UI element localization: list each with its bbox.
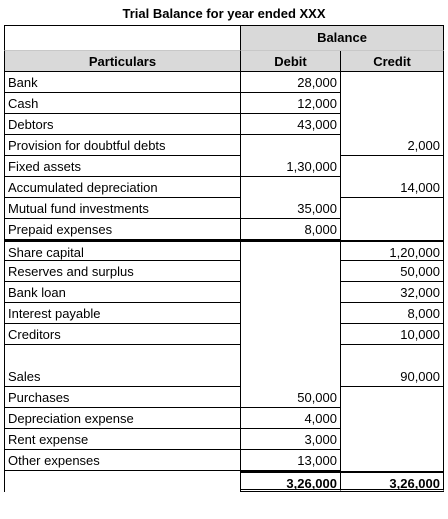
trial-balance-sheet <box>4 3 444 492</box>
row-label: Share capital <box>4 240 241 261</box>
totals-row <box>4 471 444 492</box>
row-credit: 2,000 <box>341 135 444 156</box>
row-credit <box>341 345 444 366</box>
ledger-rows <box>4 72 444 471</box>
row-credit <box>341 156 444 177</box>
row-debit: 28,000 <box>241 72 341 93</box>
totals-label-cell <box>4 471 241 492</box>
row-debit: 8,000 <box>241 219 341 240</box>
row-debit: 13,000 <box>241 450 341 471</box>
row-debit <box>241 282 341 303</box>
row-credit <box>341 114 444 135</box>
row-debit <box>241 261 341 282</box>
row-credit: 1,20,000 <box>341 240 444 261</box>
total-debit: 3,26,000 <box>241 471 341 492</box>
row-debit: 3,000 <box>241 429 341 450</box>
header-blank-cell <box>4 26 241 51</box>
row-label: Creditors <box>4 324 241 345</box>
row-label: Rent expense <box>4 429 241 450</box>
row-label: Bank <box>4 72 241 93</box>
row-credit <box>341 429 444 450</box>
row-debit <box>241 177 341 198</box>
row-debit <box>241 303 341 324</box>
row-credit: 14,000 <box>341 177 444 198</box>
row-label: Bank loan <box>4 282 241 303</box>
total-credit: 3,26,000 <box>341 471 444 492</box>
row-label: Mutual fund investments <box>4 198 241 219</box>
row-credit: 90,000 <box>341 366 444 387</box>
row-debit <box>241 366 341 387</box>
row-label: Prepaid expenses <box>4 219 241 240</box>
row-credit: 10,000 <box>341 324 444 345</box>
row-credit: 8,000 <box>341 303 444 324</box>
row-label: Reserves and surplus <box>4 261 241 282</box>
balance-header: Balance <box>241 26 444 51</box>
row-label: Sales <box>4 366 241 387</box>
row-debit <box>241 324 341 345</box>
row-label: Interest payable <box>4 303 241 324</box>
row-label: Accumulated depreciation <box>4 177 241 198</box>
header-grid <box>4 26 444 72</box>
row-label: Fixed assets <box>4 156 241 177</box>
row-debit <box>241 240 341 261</box>
row-credit <box>341 198 444 219</box>
row-credit: 50,000 <box>341 261 444 282</box>
row-label: Cash <box>4 93 241 114</box>
row-credit: 32,000 <box>341 282 444 303</box>
row-label: Purchases <box>4 387 241 408</box>
row-debit: 12,000 <box>241 93 341 114</box>
row-debit: 4,000 <box>241 408 341 429</box>
row-credit <box>341 408 444 429</box>
row-label <box>4 345 241 366</box>
credit-header: Credit <box>341 51 444 72</box>
row-label: Debtors <box>4 114 241 135</box>
row-debit <box>241 135 341 156</box>
sheet-title: Trial Balance for year ended XXX <box>4 3 444 26</box>
particulars-header: Particulars <box>4 51 241 72</box>
row-label: Other expenses <box>4 450 241 471</box>
row-debit: 35,000 <box>241 198 341 219</box>
row-credit <box>341 387 444 408</box>
row-debit: 1,30,000 <box>241 156 341 177</box>
row-credit <box>341 450 444 471</box>
row-debit: 43,000 <box>241 114 341 135</box>
row-debit <box>241 345 341 366</box>
row-credit <box>341 72 444 93</box>
row-debit: 50,000 <box>241 387 341 408</box>
row-label: Provision for doubtful debts <box>4 135 241 156</box>
row-credit <box>341 93 444 114</box>
debit-header: Debit <box>241 51 341 72</box>
row-credit <box>341 219 444 240</box>
row-label: Depreciation expense <box>4 408 241 429</box>
